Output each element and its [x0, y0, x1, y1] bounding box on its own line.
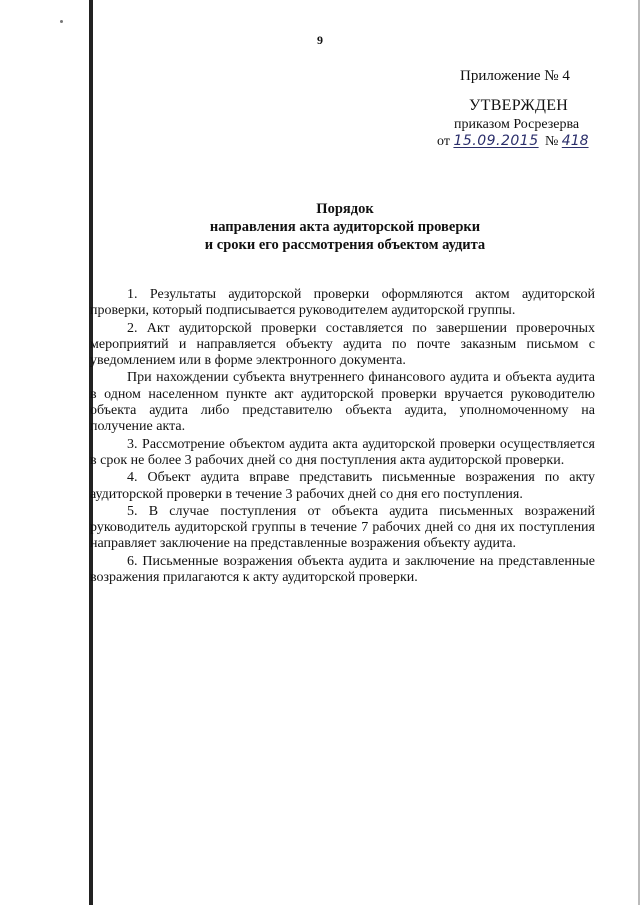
paragraph-5: 5. В случае поступления от объекта аудита письменных возражений руководитель аудиторской группы в течение 7 рабочих дней со дня их поступления направляет заключение на представленные возражения объекту аудита.	[90, 503, 595, 552]
paragraph-2: 2. Акт аудиторской проверки составляется по завершении проверочных мероприятий и направляется объекту аудита по почте заказным письмом с уведомлением или в форме электронного документа.	[90, 320, 595, 369]
handwritten-date: 15.09.2015	[453, 133, 539, 149]
paragraph-4: 4. Объект аудита вправе представить письменные возражения по акту аудиторской проверки в течение 3 рабочих дней со дня его поступления.	[90, 470, 595, 502]
date-prefix: от	[437, 134, 450, 149]
paragraph-1: 1. Результаты аудиторской проверки оформляются актом аудиторской проверки, который подписывается руководителем аудиторской группы.	[90, 287, 595, 319]
approved-label: УТВЕРЖДЕН	[469, 97, 569, 114]
scan-speck	[60, 20, 63, 23]
order-reference: приказом Росрезерва	[454, 117, 580, 132]
handwritten-number: 418	[561, 133, 589, 149]
number-prefix: №	[544, 134, 559, 149]
document-title-line-1: Порядок	[316, 201, 374, 217]
paragraph-3: 3. Рассмотрение объектом аудита акта аудиторской проверки осуществляется в срок не более 3 рабочих дней со дня поступления акта аудиторской проверки.	[90, 436, 595, 468]
document-title-line-2: направления акта аудиторской проверки	[209, 219, 481, 235]
date-number-line	[437, 133, 602, 150]
document-title-line-3: и сроки его рассмотрения объектом аудита	[204, 237, 486, 253]
document-body	[90, 287, 595, 586]
paragraph-2-continued: При нахождении субъекта внутреннего финансового аудита и объекта аудита в одном населенном пункте акт аудиторской проверки вручается руководителю объекта аудита либо представителю объекта аудита, уполномоченному на получение акта.	[90, 370, 595, 435]
appendix-label: Приложение № 4	[460, 68, 570, 84]
page-number: 9	[317, 33, 323, 47]
paragraph-6: 6. Письменные возражения объекта аудита и заключение на представленные возражения прилагаются к акту аудиторской проверки.	[90, 553, 595, 586]
